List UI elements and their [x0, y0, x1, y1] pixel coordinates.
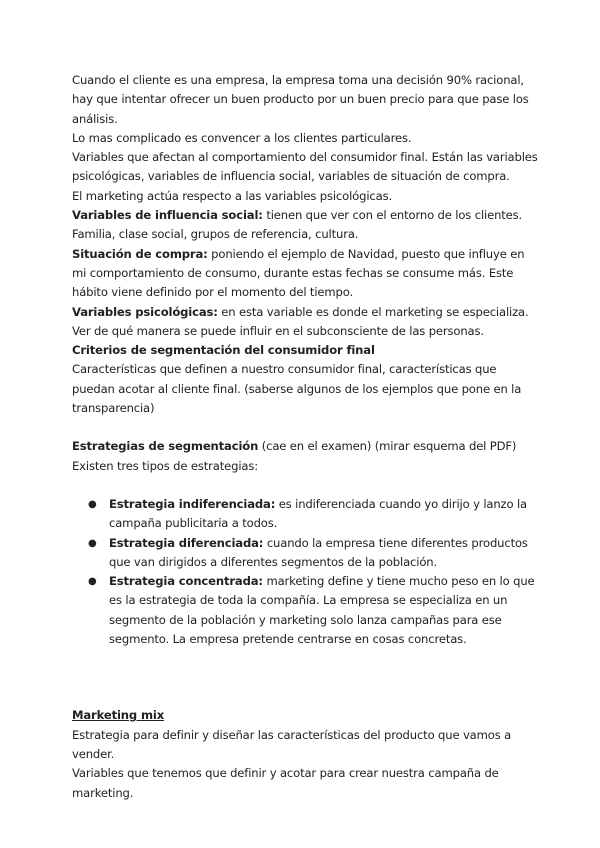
marketing-mix-paragraph-1: Estrategia para definir y diseñar las características del producto que vamos a vender.	[72, 727, 512, 761]
paragraph-situacion-compra	[72, 245, 542, 303]
spacer	[72, 687, 542, 706]
spacer	[72, 476, 542, 495]
criterios-heading: Criterios de segmentación del consumidor final	[72, 343, 375, 358]
list-item	[72, 572, 542, 649]
spacer	[72, 418, 542, 437]
list-item-label: Estrategia concentrada:	[109, 574, 263, 589]
marketing-mix-heading: Marketing mix	[72, 708, 165, 723]
situacion-text: poniendo el ejemplo de Navidad, puesto que influye en mi comportamiento de consumo, durante estas fechas se consume más. Este hábito viene definido por el momento del tiempo.	[72, 246, 525, 300]
paragraph-particulares: Lo mas complicado es convencer a los clientes particulares.	[72, 130, 412, 145]
document-body	[72, 71, 542, 803]
bullet-icon: ●	[88, 537, 97, 549]
bullet-icon: ●	[88, 576, 97, 588]
situacion-label: Situación de compra:	[72, 246, 208, 261]
psicologicas-text: en esta variable es donde el marketing se especializa. Ver de qué manera se puede influir en el subconsciente de las personas.	[72, 304, 529, 338]
marketing-mix-paragraph-2: Variables que tenemos que definir y acotar para crear nuestra campaña de marketing.	[72, 766, 499, 800]
paragraph-marketing-actua: El marketing actúa respecto a las variables psicológicas.	[72, 188, 393, 203]
list-item-text: marketing define y tiene mucho peso en lo que es la estrategia de toda la compañía. La empresa se especializa en un segmento de la población y marketing solo lanza campañas para ese segmento. La empresa pretende centrarse en cosas concretas.	[109, 574, 535, 647]
list-item-label: Estrategia indiferenciada:	[109, 496, 276, 511]
paragraph-psicologicas	[72, 303, 542, 342]
estrategias-note: (cae en el examen) (mirar esquema del PDF)	[258, 439, 517, 454]
influencia-text: tienen que ver con el entorno de los clientes. Familia, clase social, grupos de referencia, cultura.	[72, 208, 523, 242]
list-item	[72, 495, 542, 534]
estrategias-label: Estrategias de segmentación	[72, 439, 259, 454]
estrategias-heading	[72, 437, 542, 456]
paragraph-empresa: Cuando el cliente es una empresa, la empresa toma una decisión 90% racional, hay que intentar ofrecer un buen producto por un buen precio para que pase los análisis.	[72, 73, 529, 126]
list-item	[72, 534, 542, 573]
paragraph-variables: Variables que afectan al comportamiento del consumidor final. Están las variables psicológicas, variables de influencia social, variables de situación de compra.	[72, 150, 538, 184]
list-item-text: es indiferenciada cuando yo dirijo y lanzo la campaña publicitaria a todos.	[109, 496, 527, 531]
estrategias-list	[72, 495, 542, 649]
list-item-text: cuando la empresa tiene diferentes productos que van dirigidos a diferentes segmentos de la población.	[109, 535, 528, 569]
paragraph-influencia-social	[72, 206, 542, 245]
bullet-icon: ●	[88, 498, 97, 510]
estrategias-intro: Existen tres tipos de estrategias:	[72, 458, 258, 473]
spacer	[72, 649, 542, 687]
criterios-text: Características que definen a nuestro consumidor final, características que puedan acotar al cliente final. (saberse algunos de los ejemplos que pone en la transparencia)	[72, 362, 522, 416]
list-item-label: Estrategia diferenciada:	[109, 535, 264, 550]
influencia-label: Variables de influencia social:	[72, 208, 263, 223]
psicologicas-label: Variables psicológicas:	[72, 304, 218, 319]
